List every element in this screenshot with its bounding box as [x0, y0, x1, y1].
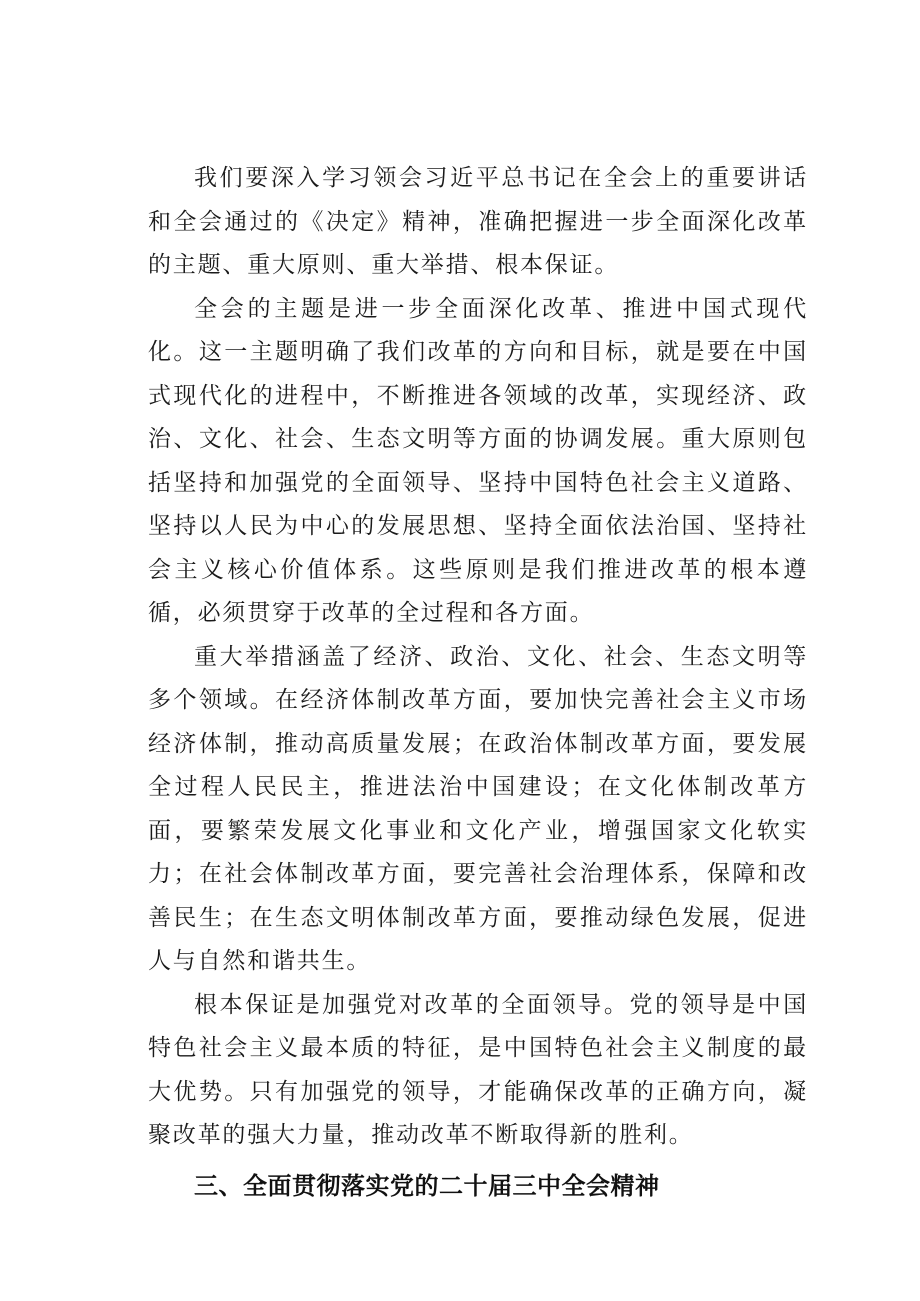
paragraph-major-measures: 重大举措涵盖了经济、政治、文化、社会、生态文明等多个领域。在经济体制改革方面，要加快完善社会主义市场经济体制，推动高质量发展；在政治体制改革方面，要发展全过程人民民主，推进法治中国建设；在文化体制改革方面，要繁荣发展文化事业和文化产业，增强国家文化软实力；在社会体制改革方面，要完善社会治理体系，保障和改善民生；在生态文明体制改革方面，要推动绿色发展，促进人与自然和谐共生。 [148, 643, 808, 974]
document-body [148, 157, 808, 1208]
paragraph-fundamental-guarantee: 根本保证是加强党对改革的全面领导。党的领导是中国特色社会主义最本质的特征，是中国特色社会主义制度的最大优势。只有加强党的领导，才能确保改革的正确方向，凝聚改革的强大力量，推动改革不断取得新的胜利。 [148, 991, 808, 1148]
paragraph-intro: 我们要深入学习领会习近平总书记在全会上的重要讲话和全会通过的《决定》精神，准确把握进一步全面深化改革的主题、重大原则、重大举措、根本保证。 [148, 165, 808, 278]
paragraph-theme-principles: 全会的主题是进一步全面深化改革、推进中国式现代化。这一主题明确了我们改革的方向和目标，就是要在中国式现代化的进程中，不断推进各领域的改革，实现经济、政治、文化、社会、生态文明等方面的协调发展。重大原则包括坚持和加强党的全面领导、坚持中国特色社会主义道路、坚持以人民为中心的发展思想、坚持全面依法治国、坚持社会主义核心价值体系。这些原则是我们推进改革的根本遵循，必须贯穿于改革的全过程和各方面。 [148, 295, 808, 626]
section-heading: 三、全面贯彻落实党的二十届三中全会精神 [194, 1171, 660, 1200]
